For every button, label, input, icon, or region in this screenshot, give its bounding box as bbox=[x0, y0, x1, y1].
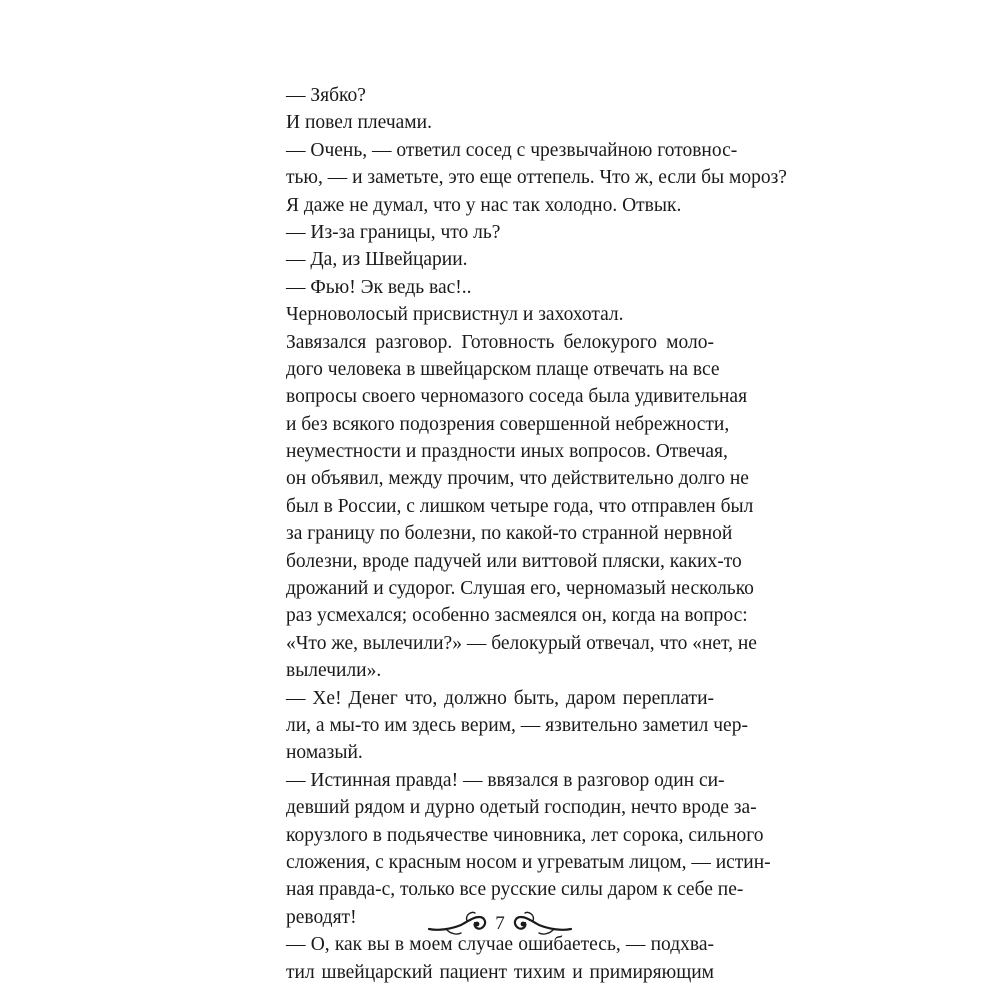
text-line: — Зябко? bbox=[286, 85, 366, 106]
text-line: ная правда-с, только все русские силы даром к себе пе- bbox=[286, 879, 744, 901]
text-line: вопросы своего черномазого соседа была удивительная bbox=[286, 386, 748, 408]
text-line: «Что же, вылечили?» — белокурый отвечал, что «нет, не bbox=[286, 632, 757, 654]
text-line: Я даже не думал, что у нас так холодно. Отвык. bbox=[286, 194, 682, 216]
text-line: — О, как вы в моем случае ошибаетесь, — подхва- bbox=[286, 934, 714, 956]
page-footer bbox=[420, 906, 580, 942]
text-line: — Да, из Швейцарии. bbox=[286, 249, 468, 271]
text-line: — Хе! Денег что, должно быть, даром переплати- bbox=[286, 687, 714, 709]
text-line: и без всякого подозрения совершенной небрежности, bbox=[286, 413, 730, 435]
text-line: дрожаний и судорог. Слушая его, черномазый несколько bbox=[286, 578, 754, 600]
page-number: 7 bbox=[495, 913, 505, 934]
body-text bbox=[286, 82, 787, 986]
text-line: сложения, с красным носом и угреватым лицом, — истин- bbox=[286, 851, 771, 873]
text-line: корузлого в подьячестве чиновника, лет сорока, сильного bbox=[286, 824, 764, 846]
text-line: дого человека в швейцарском плаще отвечать на все bbox=[286, 358, 720, 380]
text-line: — Очень, — ответил сосед с чрезвычайною готовнос- bbox=[286, 139, 738, 161]
text-line: И повел плечами. bbox=[286, 112, 432, 134]
text-line: реводят! bbox=[286, 906, 357, 928]
text-line: Завязался разговор. Готовность белокурого моло- bbox=[286, 331, 714, 353]
text-line: был в России, с лишком четыре года, что отправлен был bbox=[286, 495, 754, 517]
text-line: девший рядом и дурно одетый господин, нечто вроде за- bbox=[286, 797, 757, 819]
text-line: номазый. bbox=[286, 742, 363, 764]
text-line: болезни, вроде падучей или виттовой пляски, каких-то bbox=[286, 550, 742, 572]
text-line: — Истинная правда! — ввязался в разговор один си- bbox=[286, 769, 725, 791]
text-line: — Фью! Эк ведь вас!.. bbox=[286, 276, 472, 298]
text-line: неуместности и праздности иных вопросов. Отвечая, bbox=[286, 441, 728, 463]
text-line: тью, — и заметьте, это еще оттепель. Что ж, если бы мороз? bbox=[286, 167, 787, 189]
right-scroll-ornament-icon bbox=[511, 909, 573, 939]
text-line: — Из-за границы, что ль? bbox=[286, 221, 501, 243]
text-line: вылечили». bbox=[286, 660, 382, 682]
text-line: за границу по болезни, по какой-то странной нервной bbox=[286, 523, 733, 545]
text-line: тил швейцарский пациент тихим и примиряющим bbox=[286, 961, 714, 983]
text-line: Черноволосый присвистнул и захохотал. bbox=[286, 304, 624, 326]
left-scroll-ornament-icon bbox=[427, 909, 489, 939]
text-line: раз усмехался; особенно засмеялся он, когда на вопрос: bbox=[286, 605, 748, 627]
text-line: он объявил, между прочим, что действительно долго не bbox=[286, 468, 749, 490]
text-line: ли, а мы-то им здесь верим, — язвительно заметил чер- bbox=[286, 714, 748, 736]
